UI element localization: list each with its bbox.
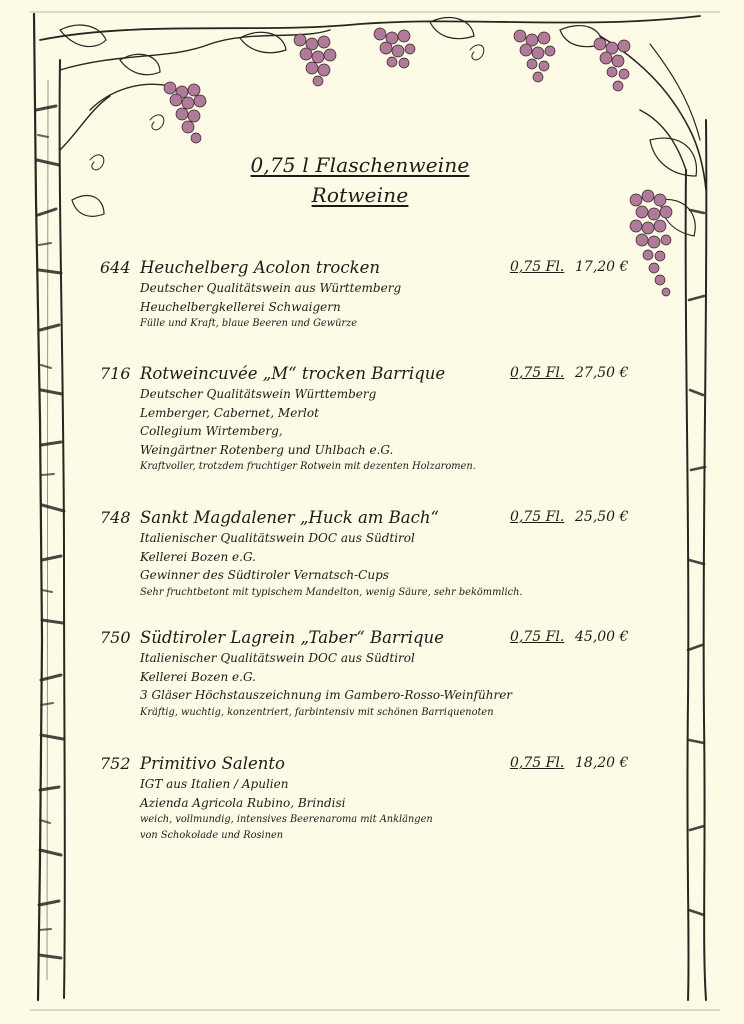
wine-tasting-note: Kraftvoller, trotzdem fruchtiger Rotwein mit dezenten Holzaromen. xyxy=(140,461,476,472)
wine-detail: Heuchelbergkellerei Schwaigern xyxy=(140,299,341,314)
wine-tasting-note: Fülle und Kraft, blaue Beeren und Gewürze xyxy=(140,318,358,329)
wine-name: Primitivo Salento xyxy=(140,754,285,773)
wine-detail: Deutscher Qualitätswein aus Württemberg xyxy=(140,281,402,295)
wine-number: 644 xyxy=(100,258,131,277)
wine-name: Heuchelberg Acolon trocken xyxy=(140,258,380,277)
wine-detail: Collegium Wirtemberg, xyxy=(140,424,283,438)
wine-detail: Italienischer Qualitätswein DOC aus Südtirol xyxy=(140,651,415,665)
wine-number: 716 xyxy=(100,364,131,383)
wine-price: 18,20 € xyxy=(575,755,629,771)
wine-price: 25,50 € xyxy=(575,509,629,525)
wine-number: 750 xyxy=(100,628,131,647)
wine-tasting-note: Kräftig, wuchtig, konzentriert, farbintensiv mit schönen Barriquenoten xyxy=(140,706,494,718)
wine-detail: Weingärtner Rotenberg und Uhlbach e.G. xyxy=(140,442,394,457)
wine-detail: Deutscher Qualitätswein Württemberg xyxy=(140,387,377,401)
wine-detail: Lemberger, Cabernet, Merlot xyxy=(140,405,319,420)
wine-detail: Gewinner des Südtiroler Vernatsch-Cups xyxy=(140,568,389,582)
wine-detail: Kellerei Bozen e.G. xyxy=(140,549,256,564)
wine-price: 45,00 € xyxy=(575,629,629,645)
wine-detail: 3 Gläser Höchstauszeichnung im Gambero-Rosso-Weinführer xyxy=(140,688,513,702)
wine-detail: Azienda Agricola Rubino, Brindisi xyxy=(140,795,346,810)
wine-name: Rotweincuvée „M“ trocken Barrique xyxy=(140,364,446,383)
wine-number: 748 xyxy=(100,508,131,527)
wine-size: 0,75 Fl. xyxy=(510,509,565,525)
wine-size: 0,75 Fl. xyxy=(510,365,565,381)
wine-tasting-note: Sehr fruchtbetont mit typischem Mandelton, wenig Säure, sehr bekömmlich. xyxy=(140,586,523,598)
wine-detail: Italienischer Qualitätswein DOC aus Südtirol xyxy=(140,531,415,545)
wine-name: Südtiroler Lagrein „Taber“ Barrique xyxy=(140,628,444,647)
wine-size: 0,75 Fl. xyxy=(510,755,565,771)
wine-tasting-note: von Schokolade und Rosinen xyxy=(140,830,284,841)
wine-name: Sankt Magdalener „Huck am Bach“ xyxy=(140,508,439,527)
wine-number: 752 xyxy=(100,754,131,773)
wine-size: 0,75 Fl. xyxy=(510,629,565,645)
wine-detail: Kellerei Bozen e.G. xyxy=(140,669,256,684)
wine-tasting-note: weich, vollmundig, intensives Beerenaroma mit Anklängen xyxy=(140,814,433,825)
wine-price: 17,20 € xyxy=(575,259,629,275)
page-title: 0,75 l Flaschenweine xyxy=(250,153,470,177)
wine-detail: IGT aus Italien / Apulien xyxy=(140,777,289,791)
wine-price: 27,50 € xyxy=(575,365,629,381)
wine-size: 0,75 Fl. xyxy=(510,259,565,275)
page-subtitle: Rotweine xyxy=(311,183,409,207)
